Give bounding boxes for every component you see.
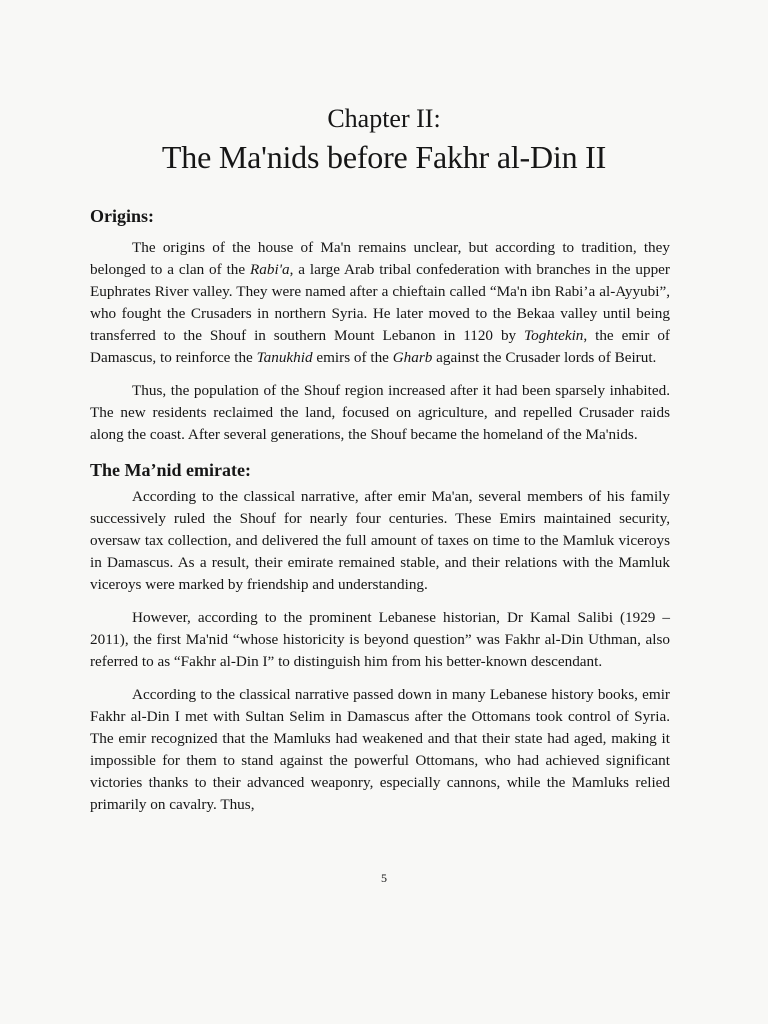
- chapter-label: Chapter II:: [327, 104, 441, 133]
- chapter-title: The Ma'nids before Fakhr al-Din II: [161, 139, 607, 175]
- chapter-header: [0, 103, 768, 177]
- text-run-italic: Gharb: [392, 349, 433, 366]
- paragraph-emirate-3: According to the classical narrative passed down in many Lebanese history books, emir Fakhr al-Din I met with Sultan Selim in Damascus after the Ottomans took control of Syria. The emir recognized that the Mamluks had weakened and that their state had aged, making it impossible for them to stand against the powerful Ottomans, who had achieved significant victories thanks to their advanced weaponry, especially cannons, while the Mamluks relied primarily on cavalry. Thus,: [90, 686, 670, 813]
- text-run-italic: Tanukhid: [256, 349, 313, 366]
- text-run: , a large Arab tribal confederation with branches in the upper Euphrates River valley. They were named after a chieftain called “Ma'n ibn Rabi’a al-Ayyubi”, who fought the Crusaders in northern Syria. He later moved to the Bekaa valley until being transferred to the Shouf in southern Mount Lebanon in 1120 by: [90, 261, 670, 344]
- section-heading-origins: Origins:: [90, 206, 155, 226]
- text-run: emirs of the: [312, 349, 393, 366]
- text-run-italic: Toghtekin: [524, 327, 584, 344]
- page-body: [90, 203, 670, 827]
- page-number: 5: [381, 871, 387, 885]
- section-heading-manid-emirate: The Ma’nid emirate:: [90, 460, 251, 480]
- text-run: against the Crusader lords of Beirut.: [432, 349, 657, 366]
- text-run-italic: Rabi'a: [250, 261, 290, 278]
- text-run: , the emir of Damascus, to reinforce the: [90, 327, 670, 366]
- paragraph-origins-1: [90, 237, 670, 369]
- text-run: The origins of the house of Ma'n remains unclear, but according to tradition, they belonged to a clan of the: [90, 239, 670, 278]
- paragraph-origins-2: Thus, the population of the Shouf region increased after it had been sparsely inhabited. The new residents reclaimed the land, focused on agriculture, and repelled Crusader raids along the coast. After several generations, the Shouf became the homeland of the Ma'nids.: [90, 382, 670, 443]
- paragraph-emirate-2: However, according to the prominent Lebanese historian, Dr Kamal Salibi (1929 – 2011), the first Ma'nid “whose historicity is beyond question” was Fakhr al-Din Uthman, also referred to as “Fakhr al-Din I” to distinguish him from his better-known descendant.: [90, 609, 670, 670]
- paragraph-emirate-1: According to the classical narrative, after emir Ma'an, several members of his family successively ruled the Shouf for nearly four centuries. These Emirs maintained security, oversaw tax collection, and delivered the full amount of taxes on time to the Mamluk viceroys in Damascus. As a result, their emirate remained stable, and their relations with the Mamluk viceroys were marked by friendship and understanding.: [90, 488, 670, 593]
